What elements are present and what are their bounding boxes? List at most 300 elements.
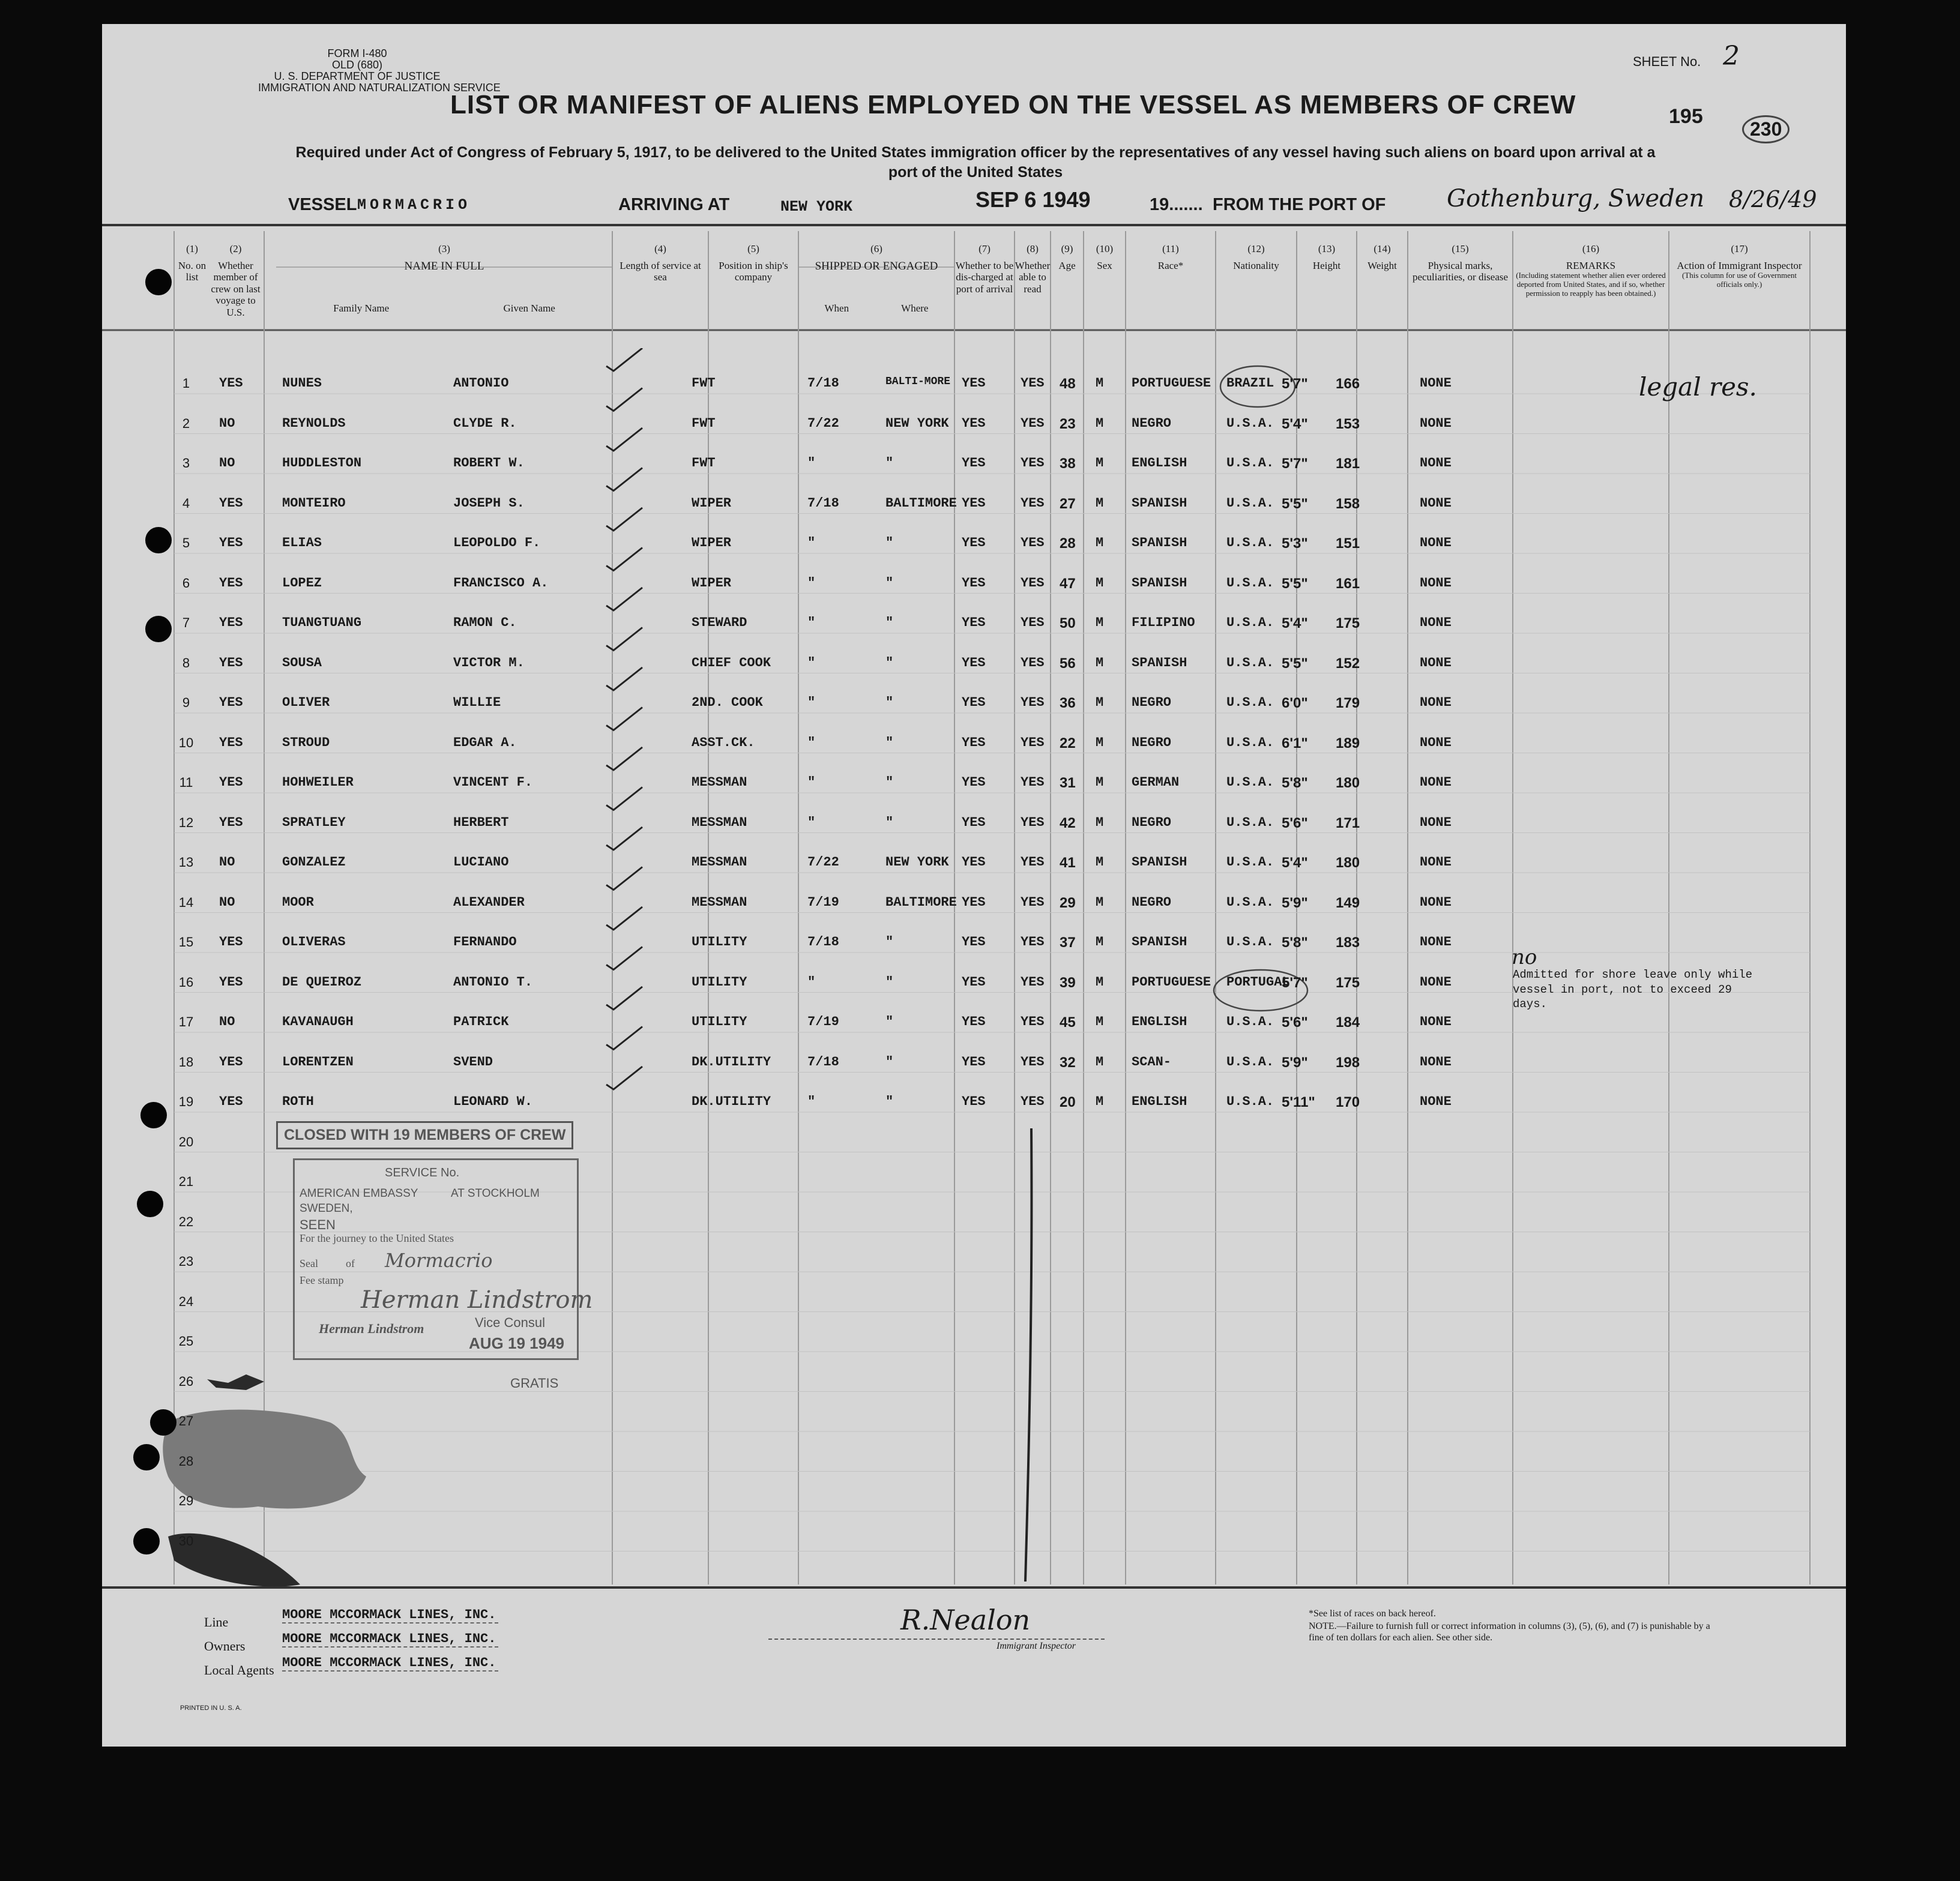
cell-height: 5'4" [1282, 855, 1308, 871]
cell-disch: YES [962, 974, 986, 990]
cell-nat: U.S.A. [1226, 855, 1274, 870]
column-label: NAME IN FULL [404, 259, 484, 272]
cell-prev: YES [219, 495, 243, 511]
cell-position: FWT [692, 376, 716, 391]
column-label: Age [1058, 259, 1076, 271]
cell-read: YES [1021, 415, 1045, 431]
cell-where: " [885, 535, 894, 550]
cell-given: SVEND [453, 1054, 493, 1070]
cell-disch: YES [962, 535, 986, 550]
cell-prev: YES [219, 695, 243, 710]
cell-height: 5'8" [1282, 775, 1308, 791]
cell-when: 7/22 [807, 855, 839, 870]
cell-weight: 180 [1336, 855, 1360, 871]
column-label: SHIPPED OR ENGAGED [815, 259, 938, 272]
column-header-6 [798, 243, 954, 315]
cell-weight: 153 [1336, 415, 1360, 432]
cell-given: HERBERT [453, 814, 509, 830]
cell-age: 50 [1060, 615, 1076, 631]
column-header-12 [1216, 243, 1297, 271]
cell-given: VINCENT F. [453, 775, 533, 790]
column-label: REMARKS [1566, 259, 1616, 271]
cell-race: ENGLISH [1132, 456, 1187, 471]
cell-position: MESSMAN [692, 814, 747, 830]
cell-race: SPANISH [1132, 495, 1187, 511]
stamp-of-label: of [346, 1257, 355, 1269]
cell-disch: YES [962, 615, 986, 630]
column-label: No. on list [178, 259, 207, 283]
cell-family: MONTEIRO [282, 495, 346, 511]
column-label: Nationality [1233, 259, 1279, 271]
form-service: IMMIGRATION AND NATURALIZATION SERVICE [258, 81, 501, 94]
column-subheader: When [824, 302, 849, 315]
service-tick [606, 708, 642, 730]
cell-when: 7/18 [807, 376, 839, 391]
footer-owners-value: MOORE MCCORMACK LINES, INC. [282, 1631, 498, 1648]
cell-nat: U.S.A. [1226, 535, 1274, 550]
cell-sex: M [1096, 535, 1104, 550]
form-old-number: OLD (680) [331, 58, 383, 71]
footer-agents-label: Local Agents [204, 1663, 274, 1678]
empty-row-number: 21 [178, 1174, 194, 1189]
cell-when: " [807, 735, 816, 750]
column-subheaders [798, 302, 954, 315]
cell-when: " [807, 456, 816, 471]
empty-row-number: 28 [178, 1453, 194, 1469]
departure-date: 8/26/49 [1729, 186, 1817, 212]
form-number: FORM I-480 [327, 47, 387, 59]
cell-sex: M [1096, 495, 1104, 511]
cell-no: 4 [182, 495, 190, 511]
cell-no: 5 [182, 535, 190, 550]
cell-no: 17 [178, 1014, 194, 1029]
cell-position: UTILITY [692, 934, 747, 950]
cell-age: 48 [1060, 376, 1076, 392]
cell-prev: YES [219, 615, 243, 630]
cell-family: LOPEZ [282, 575, 322, 591]
cell-no: 10 [178, 735, 194, 750]
cell-where: BALTIMORE [885, 495, 957, 511]
form-identifier [258, 47, 501, 94]
cell-where: BALTIMORE [885, 894, 957, 910]
stamp-embassy: AMERICAN EMBASSY [300, 1187, 418, 1200]
cell-position: FWT [692, 456, 716, 471]
column-header-10 [1084, 243, 1126, 271]
footer-line-value: MOORE MCCORMACK LINES, INC. [282, 1607, 498, 1624]
punch-hole [145, 269, 172, 295]
cell-where: NEW YORK [885, 855, 949, 870]
cell-disch: YES [962, 934, 986, 950]
cell-weight: 179 [1336, 695, 1360, 711]
cell-prev: YES [219, 1054, 243, 1070]
cell-age: 32 [1060, 1054, 1076, 1071]
cell-given: FRANCISCO A. [453, 575, 549, 591]
cell-nat: U.S.A. [1226, 615, 1274, 630]
cell-sex: M [1096, 735, 1104, 750]
cell-where: NEW YORK [885, 415, 949, 431]
column-header-2 [210, 243, 261, 318]
cell-race: NEGRO [1132, 695, 1172, 710]
column-label: Whether to be dis-charged at port of arrival [955, 259, 1014, 295]
cell-nat: U.S.A. [1226, 655, 1274, 670]
service-tick [606, 468, 642, 491]
cell-race: GERMAN [1132, 775, 1180, 790]
cell-when: " [807, 615, 816, 630]
cell-read: YES [1021, 894, 1045, 910]
cell-read: YES [1021, 575, 1045, 591]
cell-sex: M [1096, 655, 1104, 670]
cell-given: EDGAR A. [453, 735, 517, 750]
cell-marks: NONE [1420, 1014, 1452, 1029]
cell-sex: M [1096, 415, 1104, 431]
cell-race: NEGRO [1132, 894, 1172, 910]
cell-read: YES [1021, 1054, 1045, 1070]
cell-no: 15 [178, 934, 194, 950]
cell-no: 19 [178, 1094, 194, 1109]
cell-when: 7/18 [807, 495, 839, 511]
consul-signature: Herman Lindstrom [361, 1286, 593, 1314]
column-number: (16) [1582, 243, 1600, 254]
cell-height: 5'4" [1282, 415, 1308, 432]
cell-family: ROTH [282, 1094, 314, 1109]
column-label: Action of Immigrant Inspector [1677, 259, 1802, 271]
cell-no: 3 [182, 456, 190, 471]
inspector-label: Immigrant Inspector [997, 1641, 1076, 1651]
cell-position: MESSMAN [692, 775, 747, 790]
cell-where: " [885, 655, 894, 670]
column-header-11 [1126, 243, 1216, 271]
cell-age: 22 [1060, 735, 1076, 751]
column-header-4 [612, 243, 708, 283]
cell-marks: NONE [1420, 376, 1452, 391]
cell-family: STROUD [282, 735, 330, 750]
empty-row-number: 26 [178, 1373, 194, 1389]
cell-height: 5'7" [1282, 456, 1308, 472]
cell-sex: M [1096, 1054, 1104, 1070]
cell-given: LUCIANO [453, 855, 509, 870]
cell-marks: NONE [1420, 894, 1452, 910]
cell-weight: 181 [1336, 456, 1360, 472]
empty-row-number: 30 [178, 1533, 194, 1548]
service-tick [606, 1067, 642, 1089]
cell-sex: M [1096, 934, 1104, 950]
remark-handwritten-no: no [1512, 945, 1537, 969]
punch-hole [150, 1409, 176, 1436]
cell-height: 5'5" [1282, 495, 1308, 512]
cell-age: 39 [1060, 974, 1076, 991]
cell-marks: NONE [1420, 775, 1452, 790]
cell-disch: YES [962, 855, 986, 870]
cell-position: UTILITY [692, 974, 747, 990]
cell-no: 14 [178, 894, 194, 910]
cell-marks: NONE [1420, 735, 1452, 750]
cell-height: 5'7" [1282, 376, 1308, 392]
cell-read: YES [1021, 934, 1045, 950]
cell-family: MOOR [282, 894, 314, 910]
service-tick [606, 1027, 642, 1050]
cell-race: NEGRO [1132, 735, 1172, 750]
column-label: Whether member of crew on last voyage to U.S. [211, 259, 261, 318]
remark-legal-res: legal res. [1639, 372, 1757, 402]
races-note: *See list of races on back hereof. [1309, 1609, 1436, 1619]
cell-race: ENGLISH [1132, 1014, 1187, 1029]
cell-weight: 198 [1336, 1054, 1360, 1071]
cell-family: OLIVERAS [282, 934, 346, 950]
consul-typed-name: Herman Lindstrom [319, 1321, 424, 1336]
column-header-5 [708, 243, 798, 283]
vessel-name: MORMACRIO [357, 196, 471, 214]
cell-given: ALEXANDER [453, 894, 525, 910]
service-tick [606, 428, 642, 451]
cell-given: LEONARD W. [453, 1094, 533, 1109]
column-number: (5) [747, 243, 759, 254]
cell-sex: M [1096, 1014, 1104, 1029]
column-subheader: Where [901, 302, 929, 315]
cell-age: 20 [1060, 1094, 1076, 1110]
cell-nat: U.S.A. [1226, 1054, 1274, 1070]
footer-owners-label: Owners [204, 1639, 246, 1654]
cell-given: CLYDE R. [453, 415, 517, 431]
cell-prev: YES [219, 376, 243, 391]
cell-when: " [807, 775, 816, 790]
cell-nat: U.S.A. [1226, 456, 1274, 471]
stamp-service-no: SERVICE No. [385, 1166, 460, 1179]
cell-where: " [885, 1054, 894, 1070]
cell-family: HOHWEILER [282, 775, 354, 790]
cell-prev: YES [219, 775, 243, 790]
cell-sex: M [1096, 855, 1104, 870]
cell-no: 8 [182, 655, 190, 670]
cell-family: KAVANAUGH [282, 1014, 354, 1029]
cell-age: 36 [1060, 695, 1076, 711]
service-tick [606, 667, 642, 690]
penalty-note: NOTE.—Failure to furnish full or correct information in columns (3), (5), (6), and (7) is punishable by a fine of ten dollars for each alien. See other side. [1309, 1621, 1710, 1643]
stamp-seen: SEEN [300, 1217, 336, 1232]
cell-height: 5'9" [1282, 1054, 1308, 1071]
embassy-visa-stamp [293, 1158, 593, 1360]
punch-hole [145, 616, 172, 642]
punch-hole [137, 1191, 163, 1217]
cell-age: 29 [1060, 894, 1076, 911]
service-tick-marks [600, 348, 684, 1176]
cell-sex: M [1096, 894, 1104, 910]
cell-disch: YES [962, 655, 986, 670]
cell-read: YES [1021, 1094, 1045, 1109]
cell-age: 41 [1060, 855, 1076, 871]
column-header-13 [1297, 243, 1357, 271]
cell-race: SCAN- [1132, 1054, 1172, 1070]
cell-no: 1 [182, 376, 190, 391]
cell-height: 6'0" [1282, 695, 1308, 711]
cell-disch: YES [962, 415, 986, 431]
cell-marks: NONE [1420, 855, 1452, 870]
service-tick [606, 388, 642, 411]
consul-title: Vice Consul [475, 1315, 545, 1330]
stamp-journey: For the journey to the United States [300, 1232, 454, 1244]
service-tick [606, 348, 642, 371]
cell-marks: NONE [1420, 814, 1452, 830]
cell-read: YES [1021, 495, 1045, 511]
cell-family: SOUSA [282, 655, 322, 670]
cell-age: 27 [1060, 495, 1076, 512]
service-tick [606, 628, 642, 651]
cell-position: FWT [692, 415, 716, 431]
column-number: (6) [870, 243, 882, 254]
cell-marks: NONE [1420, 415, 1452, 431]
cell-family: TUANGTUANG [282, 615, 362, 630]
cell-when: " [807, 1094, 816, 1109]
cell-given: LEOPOLDO F. [453, 535, 541, 550]
cell-family: REYNOLDS [282, 415, 346, 431]
cell-read: YES [1021, 655, 1045, 670]
service-tick [606, 787, 642, 810]
cell-sex: M [1096, 1094, 1104, 1109]
cell-position: DK.UTILITY [692, 1054, 771, 1070]
cell-age: 42 [1060, 814, 1076, 831]
cell-where: BALTI-MORE [885, 376, 951, 388]
cell-race: PORTUGUESE [1132, 974, 1211, 990]
cell-weight: 175 [1336, 615, 1360, 631]
cell-prev: NO [219, 1014, 235, 1029]
cell-nat: U.S.A. [1226, 575, 1274, 591]
cell-weight: 158 [1336, 495, 1360, 512]
cell-height: 5'6" [1282, 814, 1308, 831]
cell-family: SPRATLEY [282, 814, 346, 830]
cell-age: 37 [1060, 934, 1076, 951]
cell-sex: M [1096, 974, 1104, 990]
cell-where: " [885, 974, 894, 990]
cell-height: 5'6" [1282, 1014, 1308, 1031]
stamp-location: AT STOCKHOLM [451, 1187, 540, 1200]
column-note: (Including statement whether alien ever ordered deported from United States, and if so, whether permission to reapply has been obtained.) [1516, 271, 1666, 298]
column-header-15 [1408, 243, 1513, 283]
cell-prev: YES [219, 934, 243, 950]
cell-position: WIPER [692, 575, 732, 591]
cell-weight: 183 [1336, 934, 1360, 951]
cell-position: CHIEF COOK [692, 655, 771, 670]
cell-no: 13 [178, 855, 194, 870]
cell-nat: U.S.A. [1226, 1094, 1274, 1109]
cell-nat: U.S.A. [1226, 695, 1274, 710]
column-number: (14) [1374, 243, 1391, 254]
cell-no: 16 [178, 974, 194, 990]
column-label: Sex [1097, 259, 1112, 271]
empty-row-number: 25 [178, 1334, 194, 1349]
column-number: (8) [1027, 243, 1039, 254]
cell-sex: M [1096, 376, 1104, 391]
cell-when: 7/18 [807, 934, 839, 950]
punch-hole [133, 1444, 160, 1470]
cell-when: 7/18 [807, 1054, 839, 1070]
cell-when: 7/19 [807, 894, 839, 910]
cell-age: 28 [1060, 535, 1076, 552]
cell-weight: 149 [1336, 894, 1360, 911]
cell-race: NEGRO [1132, 415, 1172, 431]
column-header-7 [954, 243, 1015, 295]
empty-row-number: 29 [178, 1493, 194, 1508]
column-number: (11) [1162, 243, 1179, 254]
cell-prev: YES [219, 575, 243, 591]
column-number: (10) [1096, 243, 1114, 254]
cell-prev: YES [219, 814, 243, 830]
vessel-label: VESSEL [288, 195, 357, 214]
punch-hole [145, 527, 172, 553]
stamp-seal-label: Seal [300, 1257, 318, 1269]
cell-given: RAMON C. [453, 615, 517, 630]
cell-given: PATRICK [453, 1014, 509, 1029]
empty-row-number: 23 [178, 1254, 194, 1269]
cell-no: 6 [182, 575, 190, 591]
cell-when: " [807, 575, 816, 591]
cell-given: JOSEPH S. [453, 495, 525, 511]
punch-hole [133, 1528, 160, 1554]
corner-number: 195 [1669, 105, 1703, 128]
cell-race: SPANISH [1132, 855, 1187, 870]
cell-read: YES [1021, 775, 1045, 790]
cell-given: ROBERT W. [453, 456, 525, 471]
cell-weight: 184 [1336, 1014, 1360, 1031]
cell-race: SPANISH [1132, 575, 1187, 591]
cell-marks: NONE [1420, 1054, 1452, 1070]
cell-family: NUNES [282, 376, 322, 391]
cell-race: NEGRO [1132, 814, 1172, 830]
cell-prev: YES [219, 655, 243, 670]
cell-prev: YES [219, 1094, 243, 1109]
cell-disch: YES [962, 1054, 986, 1070]
cell-weight: 175 [1336, 974, 1360, 991]
cell-age: 38 [1060, 456, 1076, 472]
cell-position: STEWARD [692, 615, 747, 630]
cell-height: 5'5" [1282, 655, 1308, 672]
cell-age: 23 [1060, 415, 1076, 432]
service-tick [606, 588, 642, 610]
column-number: (13) [1318, 243, 1336, 254]
cell-where: " [885, 934, 894, 950]
corner-circled-number: 230 [1742, 115, 1790, 143]
cell-given: WILLIE [453, 695, 501, 710]
cell-position: MESSMAN [692, 855, 747, 870]
cell-read: YES [1021, 855, 1045, 870]
cell-marks: NONE [1420, 934, 1452, 950]
cell-when: " [807, 974, 816, 990]
cell-where: " [885, 775, 894, 790]
cell-nat: U.S.A. [1226, 814, 1274, 830]
cell-where: " [885, 1014, 894, 1029]
cell-marks: NONE [1420, 535, 1452, 550]
cell-marks: NONE [1420, 575, 1452, 591]
cell-where: " [885, 456, 894, 471]
arrival-date-stamp: SEP 6 1949 [975, 187, 1091, 212]
cell-read: YES [1021, 535, 1045, 550]
cell-disch: YES [962, 456, 986, 471]
cell-race: FILIPINO [1132, 615, 1195, 630]
column-subheader: Family Name [333, 302, 390, 315]
cell-prev: YES [219, 974, 243, 990]
cell-marks: NONE [1420, 655, 1452, 670]
cell-no: 9 [182, 695, 190, 710]
cell-disch: YES [962, 695, 986, 710]
arriving-label: ARRIVING AT [618, 195, 730, 214]
cell-position: ASST.CK. [692, 735, 755, 750]
cell-weight: 171 [1336, 814, 1360, 831]
cell-given: FERNANDO [453, 934, 517, 950]
service-tick [606, 987, 642, 1010]
cell-family: LORENTZEN [282, 1054, 354, 1070]
column-number: (9) [1061, 243, 1073, 254]
column-header-9 [1051, 243, 1084, 271]
service-tick [606, 548, 642, 571]
cell-weight: 151 [1336, 535, 1360, 552]
